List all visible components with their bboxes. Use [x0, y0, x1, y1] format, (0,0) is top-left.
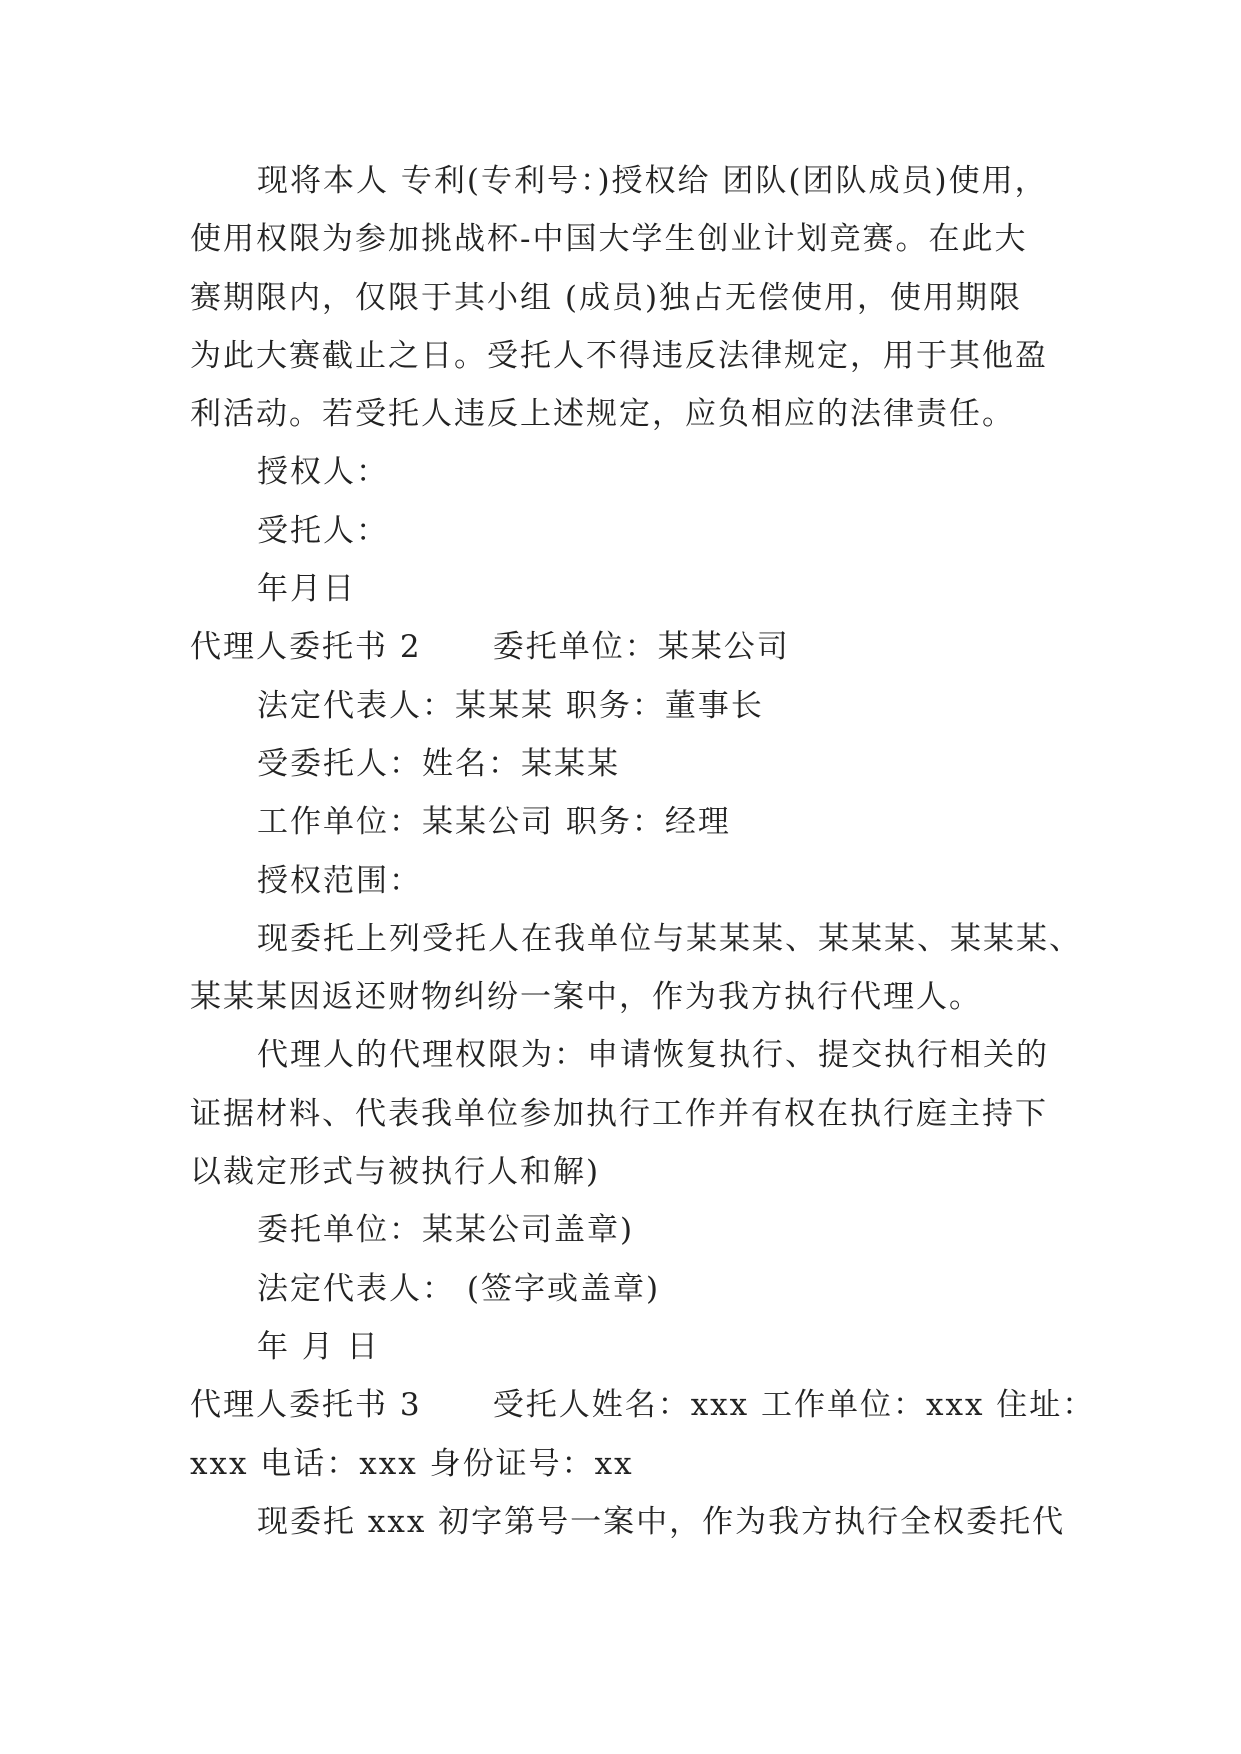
date-line: 年月日: [257, 571, 356, 608]
authorizer-line: 授权人：: [257, 454, 389, 491]
signature-line: 法定代表人： (签字或盖章): [257, 1270, 661, 1307]
paragraph-line: 为此大赛截止之日。受托人不得违反法律规定，用于其他盈: [190, 337, 1048, 374]
paragraph-line: 使用权限为参加挑战杯-中国大学生创业计划竞赛。在此大: [190, 221, 1028, 258]
legal-representative-line: 法定代表人：某某某 职务：董事长: [257, 687, 764, 724]
entrusted-person-line: 受委托人：姓名：某某某: [257, 745, 620, 782]
work-unit-line: 工作单位：某某公司 职务：经理: [257, 804, 731, 841]
paragraph-line: 现将本人 专利(专利号：)授权给 团队(团队成员)使用，: [257, 163, 1048, 199]
trustee-line: 受托人：: [257, 512, 389, 549]
entrusting-unit-line: 委托单位：某某公司盖章): [257, 1212, 635, 1249]
paragraph-line: 代理人的代理权限为：申请恢复执行、提交执行相关的: [257, 1037, 1049, 1074]
scope-heading: 授权范围：: [257, 862, 422, 899]
paragraph-line: 现委托 xxx 初字第号一案中，作为我方执行全权委托代: [257, 1503, 1066, 1540]
paragraph-line: 某某某因返还财物纠纷一案中，作为我方执行代理人。: [190, 979, 982, 1016]
paragraph-line: 赛期限内，仅限于其小组 (成员)独占无偿使用，使用期限: [190, 279, 1023, 316]
section-heading: 代理人委托书 2 委托单位：某某公司: [190, 629, 790, 666]
date-line: 年 月 日: [257, 1328, 380, 1365]
paragraph-line: 证据材料、代表我单位参加执行工作并有权在执行庭主持下: [190, 1095, 1048, 1132]
section-heading: 代理人委托书 3 受托人姓名：xxx 工作单位：xxx 住址：: [190, 1387, 1096, 1424]
paragraph-line: 现委托上列受托人在我单位与某某某、某某某、某某某、: [257, 920, 1082, 957]
paragraph-line: 以裁定形式与被执行人和解): [190, 1154, 601, 1191]
paragraph-line: 利活动。若受托人违反上述规定，应负相应的法律责任。: [190, 396, 1015, 433]
contact-line: xxx 电话：xxx 身份证号：xx: [190, 1445, 634, 1482]
document-body: [190, 152, 1096, 1551]
